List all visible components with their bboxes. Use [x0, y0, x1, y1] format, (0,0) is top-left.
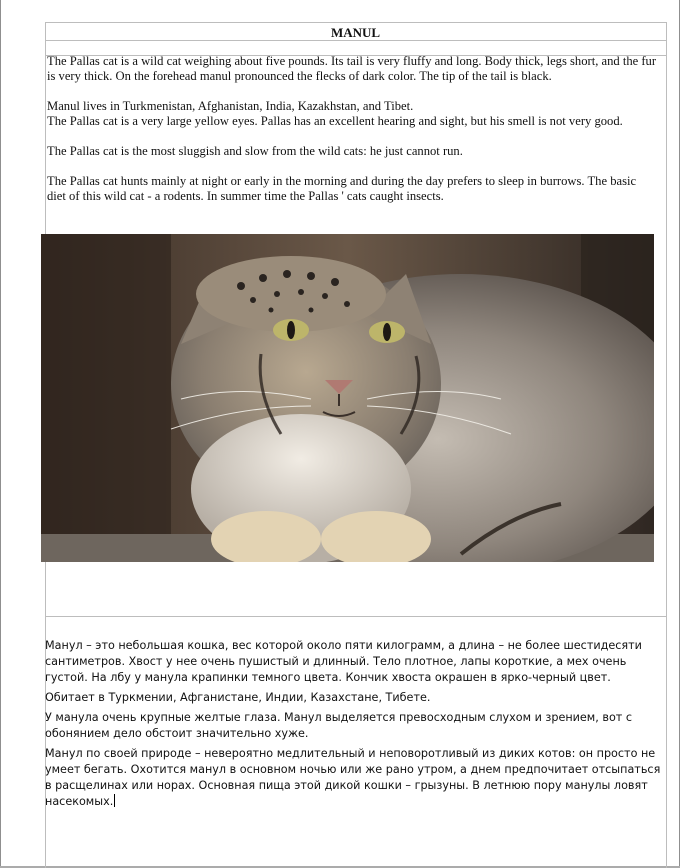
- english-paragraph-1[interactable]: [47, 54, 657, 84]
- russian-paragraph-2[interactable]: Обитает в Туркмении, Афганистане, Индии, Казахстане, Тибете.: [45, 691, 431, 704]
- text-line: The Pallas cat hunts mainly at night or early in the morning and during the day prefers to sleep in burrows. The basic diet of this wild cat - a rodents. In summer time the Pallas ' cats caught insects.: [47, 174, 637, 203]
- russian-paragraph-1[interactable]: Манул – это небольшая кошка, вес которой около пяти килограмм, а длина – не более шестидесяти сантиметров. Хвост у нее очень пушистый и длинный. Тело плотное, лапы короткие, а мех очень густой. На лбу у манула крапинки темного цвета. Кончик хвоста окрашен в ярко-черный цвет.: [45, 639, 642, 684]
- text-line: Manul lives in Turkmenistan, Afghanistan, India, Kazakhstan, and Tibet.: [47, 99, 414, 113]
- english-paragraph-2[interactable]: [47, 99, 657, 129]
- english-paragraph-4[interactable]: [47, 174, 657, 204]
- russian-paragraph-3[interactable]: У манула очень крупные желтые глаза. Манул выделяется превосходным слухом и зрением, вот с обонянием дело обстоит значительно хуже.: [45, 711, 633, 740]
- text-line: The Pallas cat is the most sluggish and slow from the wild cats: he just cannot run.: [47, 144, 463, 158]
- russian-paragraph-4-text: Манул по своей природе – невероятно медлительный и неповоротливый из диких котов: он просто не умеет бегать. Охотится манул в основном ночью или же рано утром, а днем предпочитает отсыпаться в расщелинах или норах. Основная пища этой дикой кошки – грызуны. В летнюю пору манулы ловят насекомых.: [45, 747, 661, 808]
- english-text-block[interactable]: [47, 54, 657, 204]
- russian-text-block[interactable]: [45, 638, 667, 814]
- text-line: The Pallas cat is a wild cat weighing about five pounds. Its tail is very fluffy and long. Body thick, legs short, and the fur is very thick. On the forehead manul pronounced the flecks of dark color. The tip of the tail is black.: [47, 54, 657, 83]
- table-rule-russian: [45, 616, 666, 617]
- text-line: The Pallas cat is a very large yellow eyes. Pallas has an excellent hearing and sight, but his smell is not very good.: [47, 114, 623, 128]
- russian-paragraph-4[interactable]: [45, 746, 667, 810]
- text-cursor: [114, 794, 115, 807]
- pallas-cat-illustration: [41, 234, 654, 562]
- pallas-cat-photo[interactable]: [41, 234, 654, 562]
- english-paragraph-3[interactable]: [47, 144, 657, 159]
- document-title[interactable]: MANUL: [330, 25, 381, 40]
- table-rule-top: [45, 22, 666, 23]
